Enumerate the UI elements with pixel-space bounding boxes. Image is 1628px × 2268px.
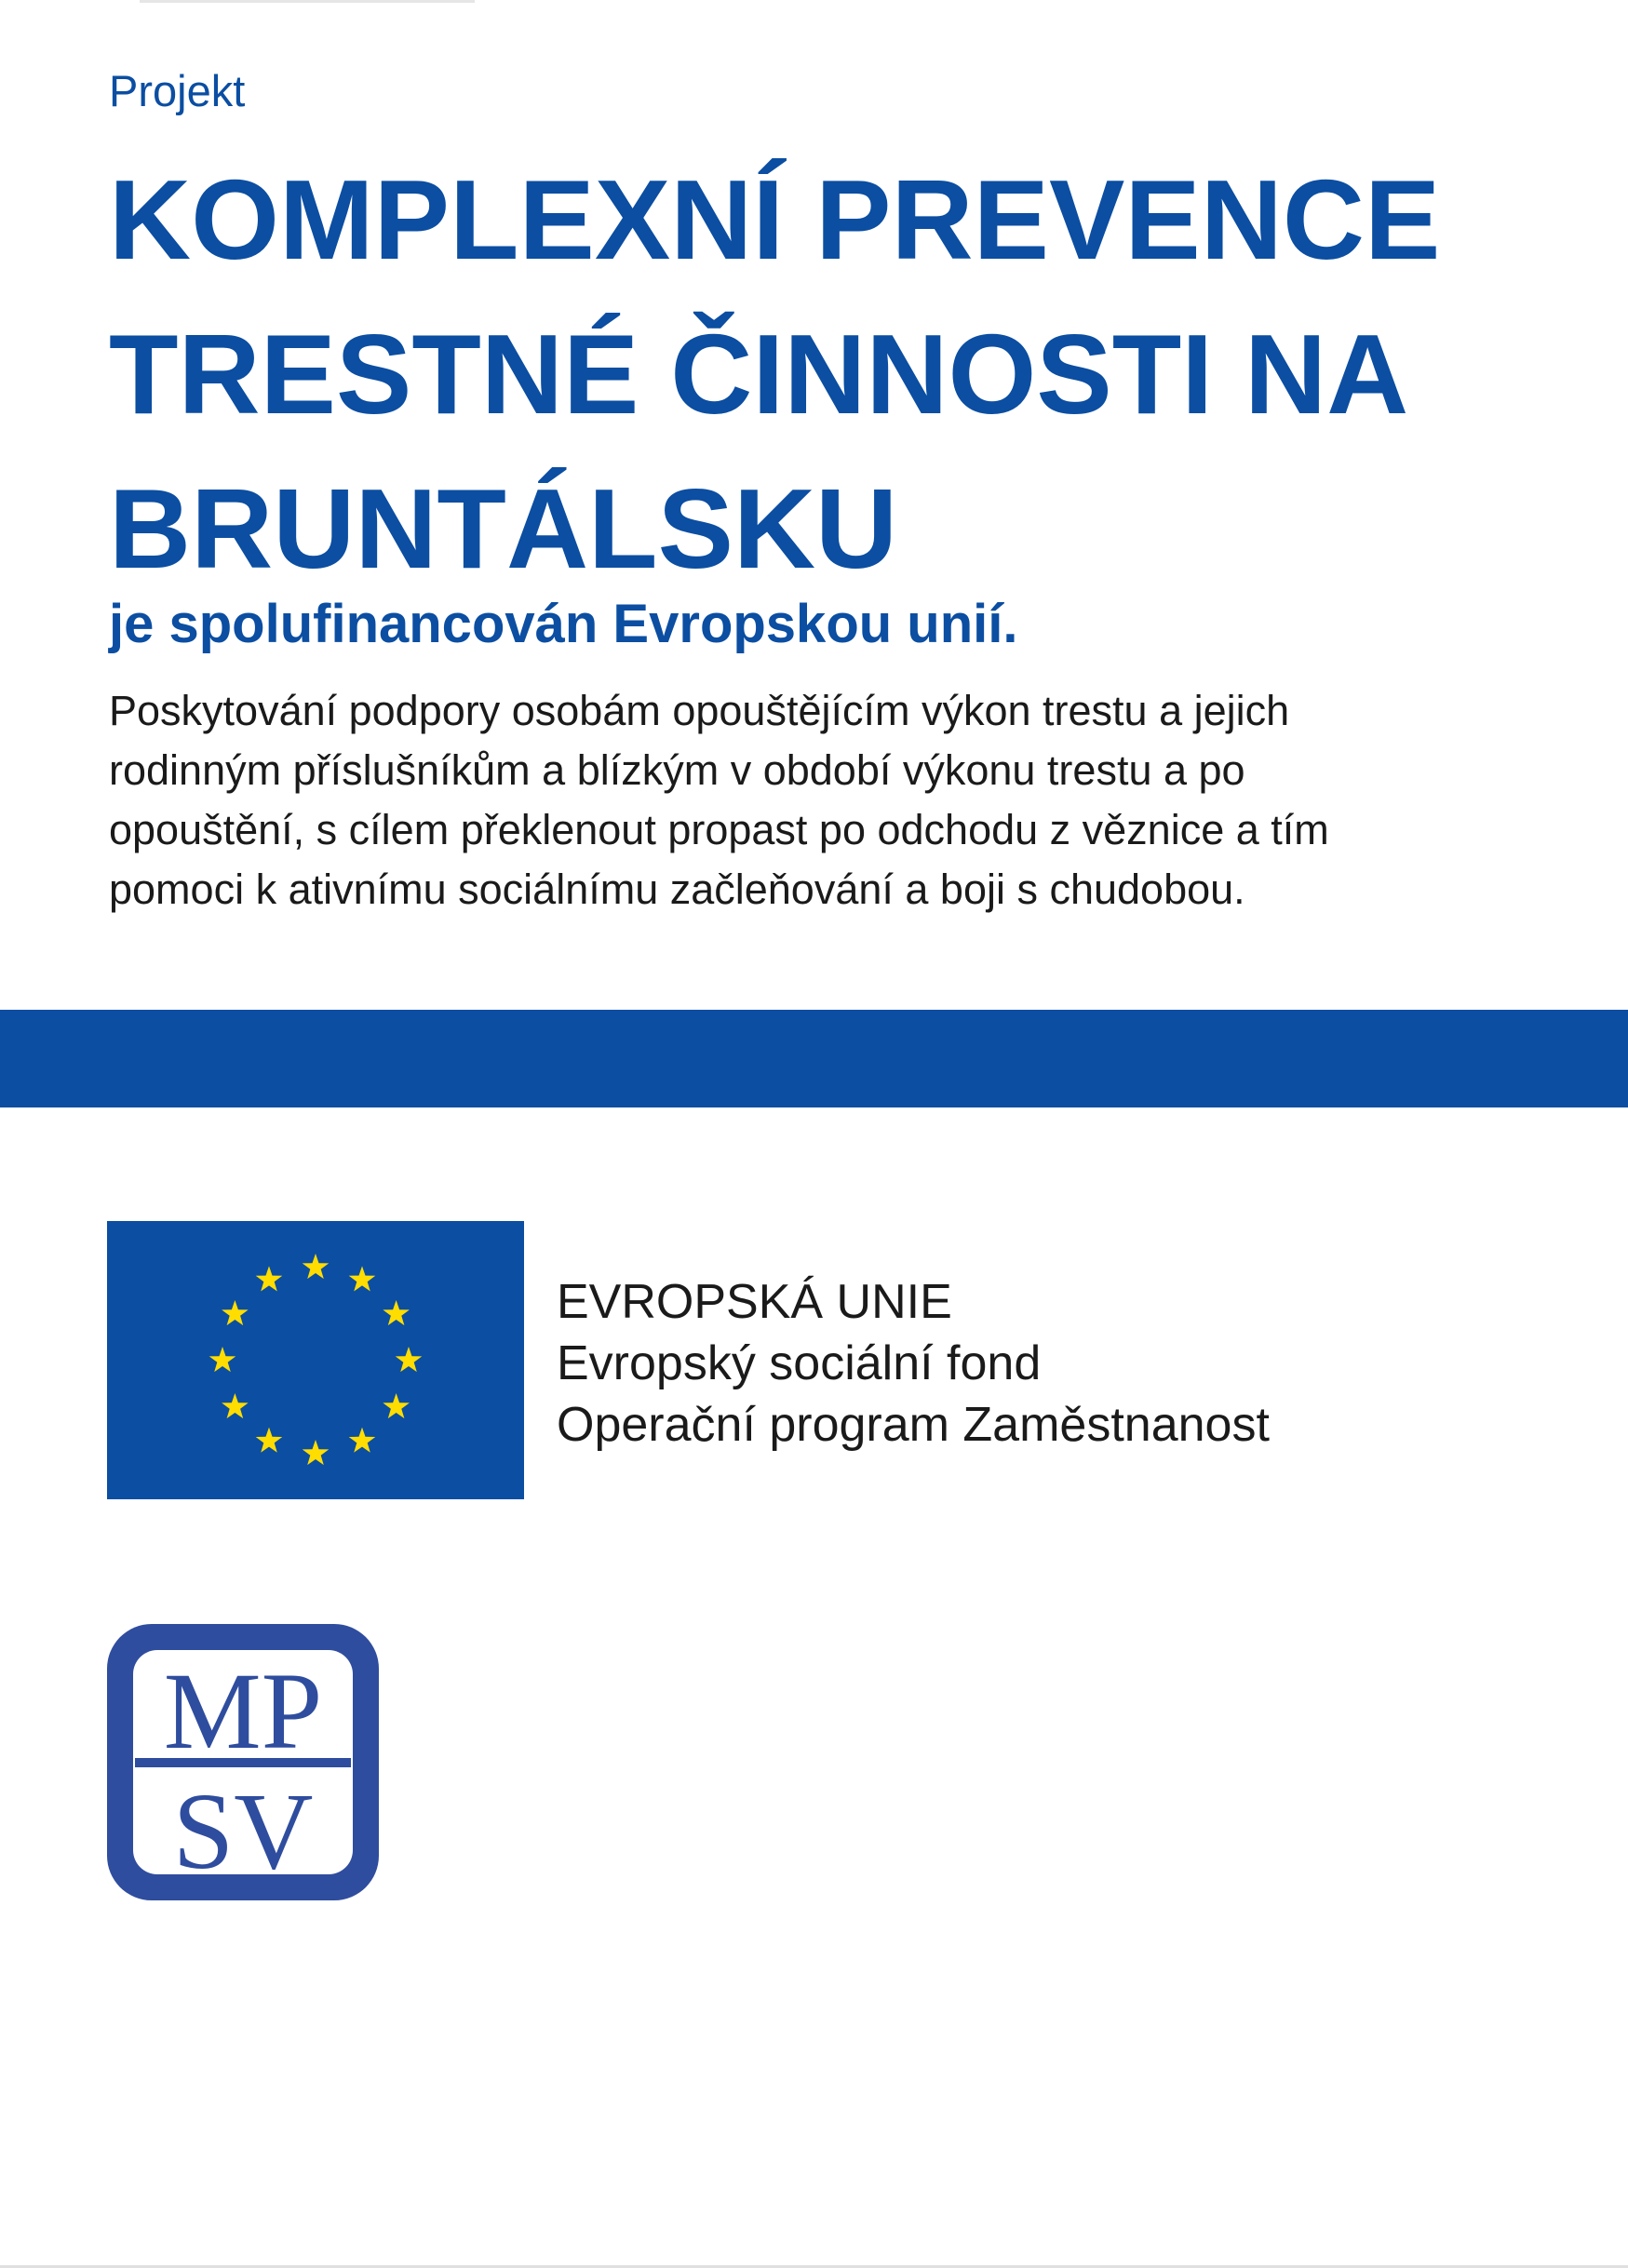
mpsv-logo-bottom-text: SV xyxy=(172,1770,314,1892)
eu-line-union: EVROPSKÁ UNIE xyxy=(557,1275,952,1329)
blue-band-divider xyxy=(0,1010,1628,1107)
description-line: rodinným příslušníkům a blízkým v období výkonu trestu a po xyxy=(109,746,1245,794)
top-divider xyxy=(140,0,475,3)
mpsv-logo-icon xyxy=(107,1624,379,1900)
title-line: TRESTNÉ ČINNOSTI NA xyxy=(109,311,1409,437)
page-title xyxy=(109,142,1598,606)
eu-line-fund: Evropský sociální fond xyxy=(557,1336,1042,1390)
title-line: BRUNTÁLSKU xyxy=(109,465,898,592)
project-description xyxy=(109,681,1617,919)
page-subtitle: je spolufinancován Evropskou unií. xyxy=(109,594,1018,654)
eu-funding-text xyxy=(557,1271,1270,1456)
eu-flag-icon xyxy=(107,1221,524,1499)
mpsv-logo-top-text: MP xyxy=(163,1650,323,1772)
title-line: KOMPLEXNÍ PREVENCE xyxy=(109,156,1441,283)
description-line: pomoci k ativnímu sociálnímu začleňování a boji s chudobou. xyxy=(109,866,1245,913)
description-line: Poskytování podpory osobám opouštějícím výkon trestu a jejich xyxy=(109,687,1290,734)
description-line: opouštění, s cílem překlenout propast po odchodu z věznice a tím xyxy=(109,806,1329,853)
project-label: Projekt xyxy=(109,66,246,115)
eu-line-program: Operační program Zaměstnanost xyxy=(557,1398,1270,1452)
